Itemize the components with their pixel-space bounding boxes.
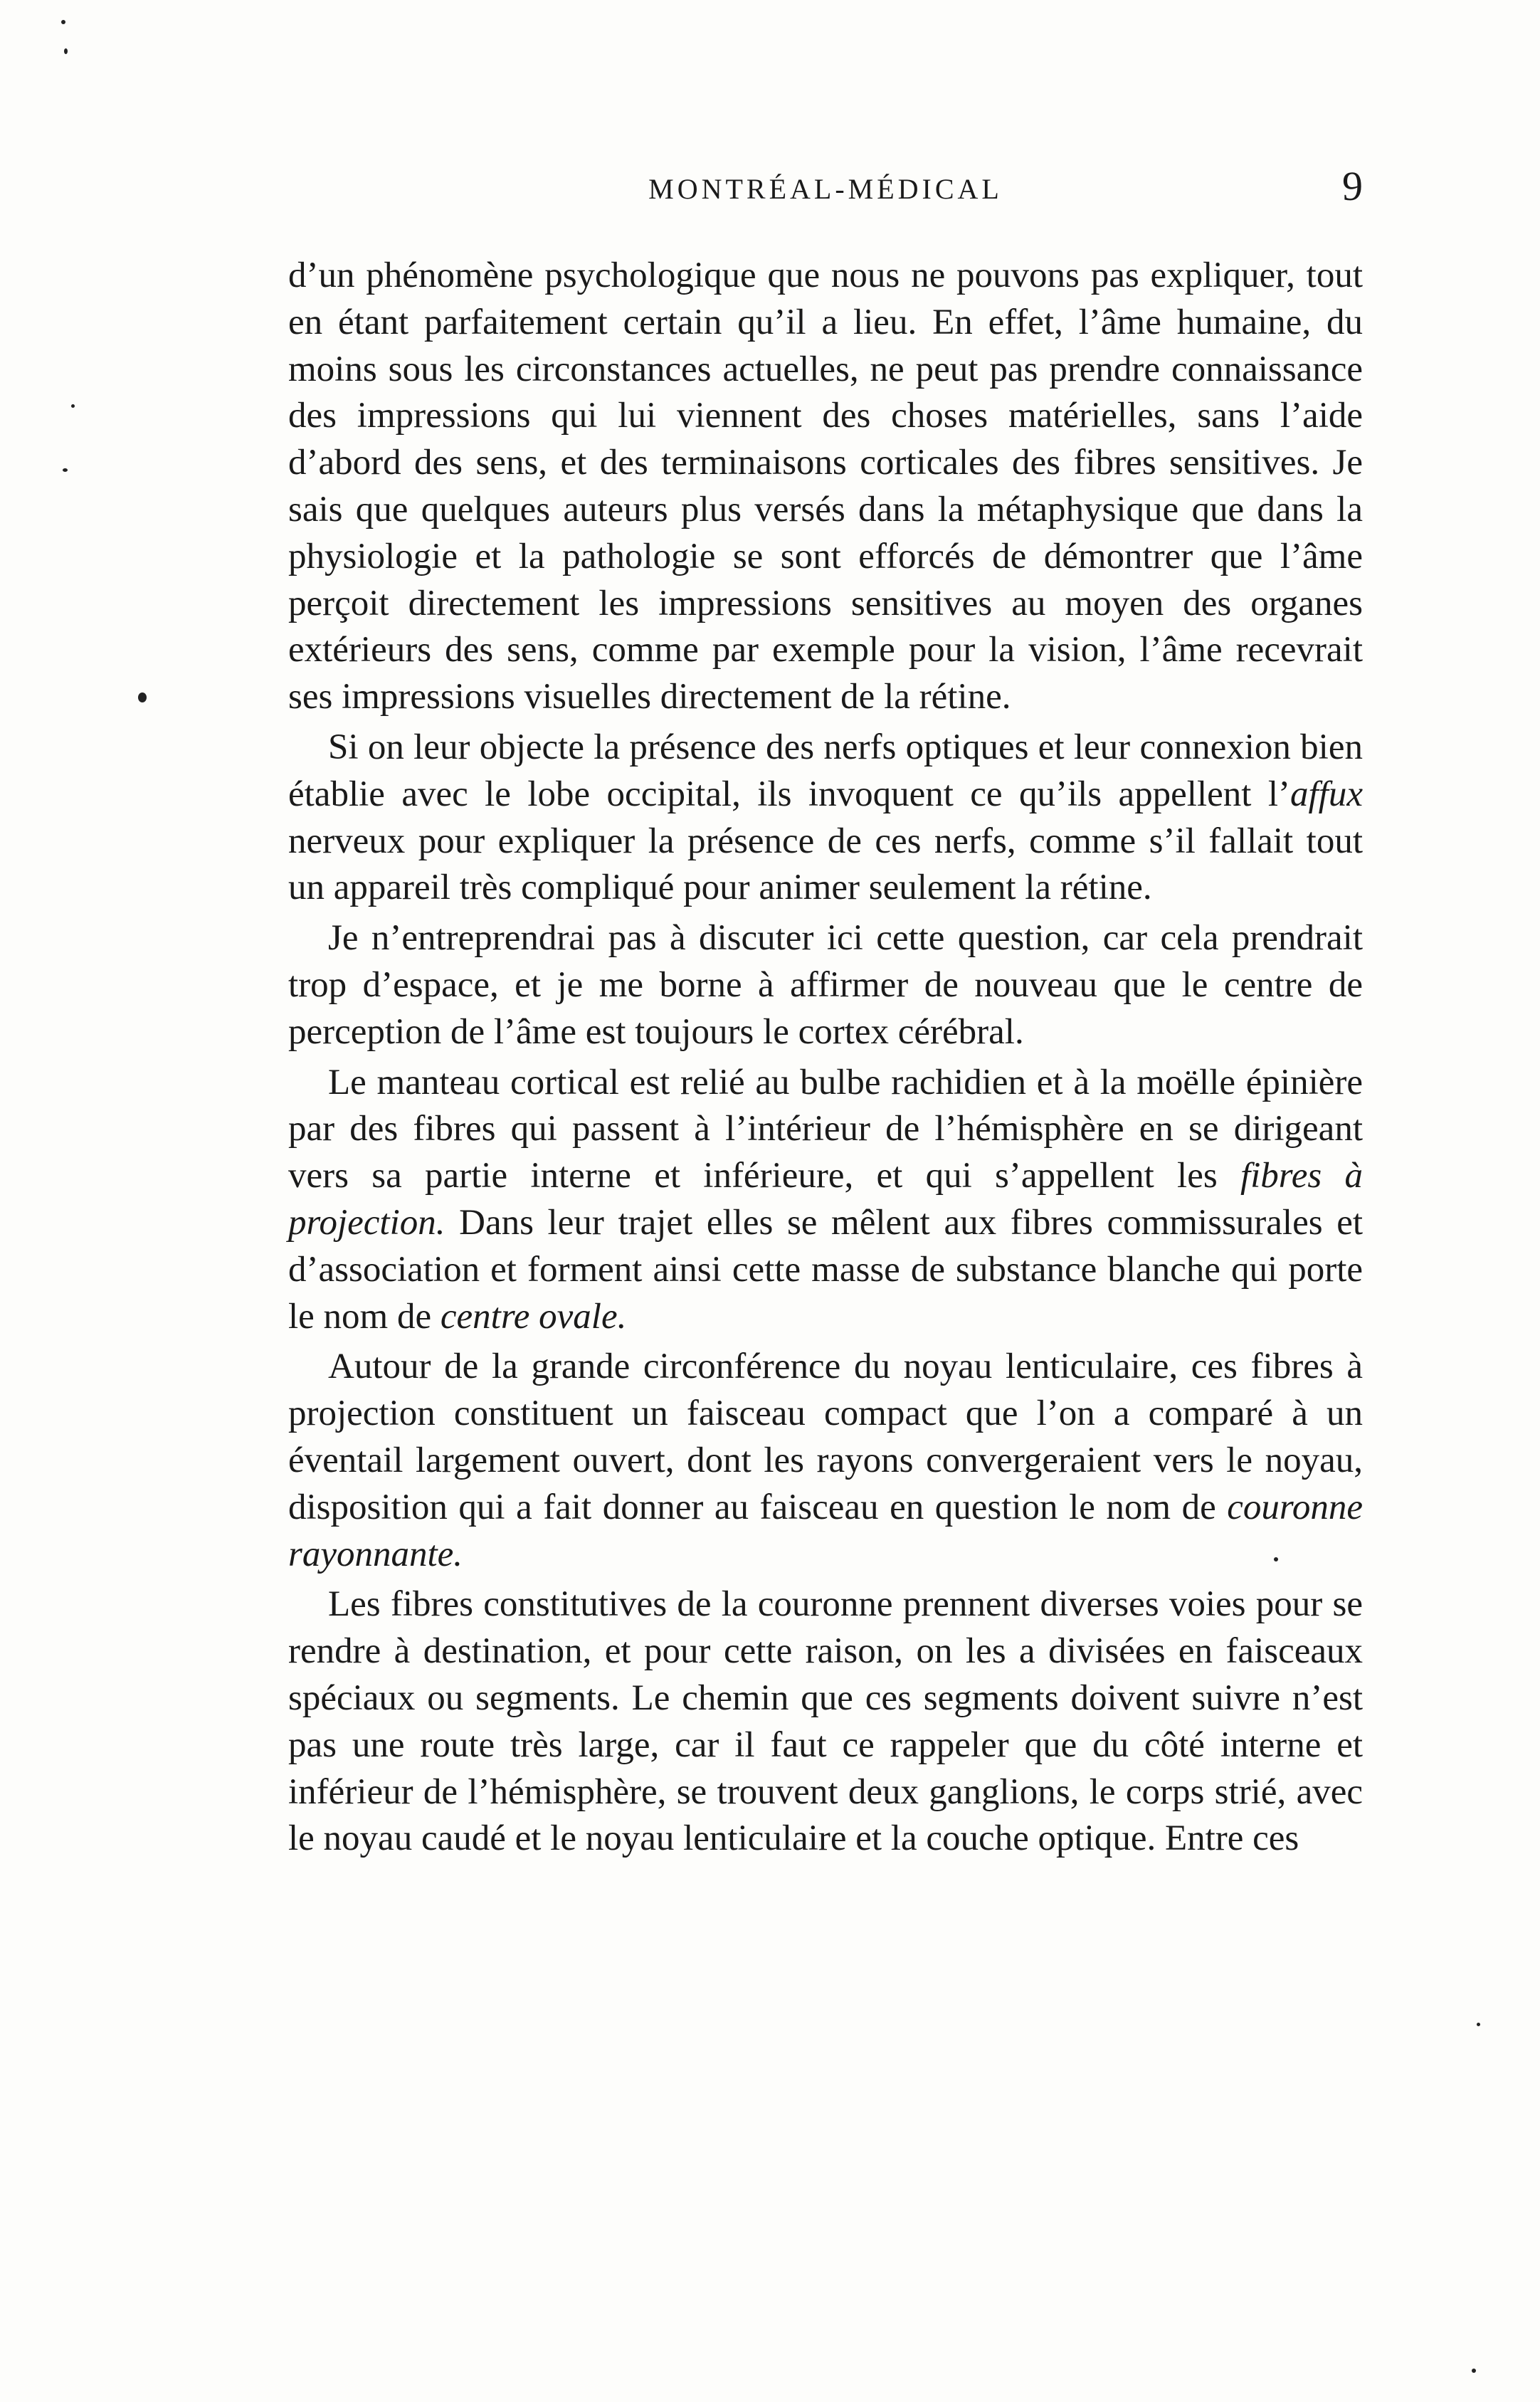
italic-term: affux xyxy=(1290,774,1363,814)
page-number: 9 xyxy=(1342,163,1363,209)
paragraph-text: Si on leur objecte la présence des nerfs optiques et leur connexion bien établie avec le lobe occipital, ils invoquent ce qu’ils appellent l’ xyxy=(288,727,1363,814)
paragraph-text: Les fibres constitutives de la couronne prennent diverses voies pour se rendre à destination, et pour cette raison, on les a divisées en faisceaux spéciaux ou segments. Le chemin que ces segments doivent suivre n’est pas une route très large, car il faut ce rappeler que du côté interne et inférieur de l’hémisphère, se trouvent deux ganglions, le corps strié, avec le noyau caudé et le noyau lenticulaire et la couche optique. Entre ces xyxy=(288,1584,1363,1859)
paragraph xyxy=(288,1581,1363,1863)
paragraph-text: Dans leur trajet elles se mêlent aux fibres commissurales et d’association et forment ainsi cette masse de substance blanche qui porte le nom de xyxy=(288,1202,1363,1337)
paragraph-text: d’un phénomène psychologique que nous ne pouvons pas expliquer, tout en étant parfaitement certain qu’il a lieu. En effet, l’âme humaine, du moins sous les circonstances actuelles, ne peut pas prendre connaissance des impressions qui lui viennent des choses matérielles, sans l’aide d’abord des sens, et des terminaisons corticales des fibres sensitives. Je sais que quelques auteurs plus versés dans la métaphysique que dans la physiologie et la pathologie se sont efforcés de démontrer que l’âme perçoit directement les impressions sensitives au moyen des organes extérieurs des sens, comme par exemple pour la vision, l’âme recevrait ses impressions visuelles directement de la rétine. xyxy=(288,256,1363,717)
paragraph xyxy=(288,253,1363,721)
body-text xyxy=(288,253,1363,1866)
scan-speck xyxy=(64,48,68,54)
paragraph xyxy=(288,915,1363,1055)
italic-term: fibres à projection. xyxy=(288,1156,1363,1243)
paragraph-text: Autour de la grande circonférence du noyau lenticulaire, ces fibres à projection constituent un faisceau compact que l’on a comparé à un éventail largement ouvert, dont les rayons convergeraient vers le noyau, disposition qui a fait donner au faisceau en question le nom de xyxy=(288,1347,1363,1527)
scan-speck xyxy=(1472,2369,1476,2373)
paragraph xyxy=(288,725,1363,912)
scan-speck xyxy=(61,20,65,24)
paragraph-text: Le manteau cortical est relié au bulbe rachidien et à la moëlle épinière par des fibres qui passent à l’intérieur de l’hémisphère en se dirigeant vers sa partie interne et inférieure, et qui s’appellent les xyxy=(288,1062,1363,1196)
paragraph-text: nerveux pour expliquer la présence de ces nerfs, comme s’il fallait tout un appareil très compliqué pour animer seulement la rétine. xyxy=(288,821,1363,908)
scan-speck xyxy=(1477,2023,1480,2026)
italic-term: couronne rayonnante. xyxy=(288,1487,1363,1574)
scan-speck xyxy=(138,692,147,702)
paragraph-text: Je n’entreprendrai pas à discuter ici cette question, car cela prendrait trop d’espace, et je me borne à affirmer de nouveau que le centre de perception de l’âme est toujours le cortex cérébral. xyxy=(288,918,1363,1052)
scan-speck xyxy=(63,468,68,472)
scan-speck xyxy=(71,404,75,408)
running-head xyxy=(288,162,1363,212)
running-title: MONTRÉAL-MÉDICAL xyxy=(648,173,1003,205)
italic-term: centre ovale. xyxy=(440,1296,627,1337)
paragraph xyxy=(288,1060,1363,1341)
paragraph xyxy=(288,1344,1363,1578)
